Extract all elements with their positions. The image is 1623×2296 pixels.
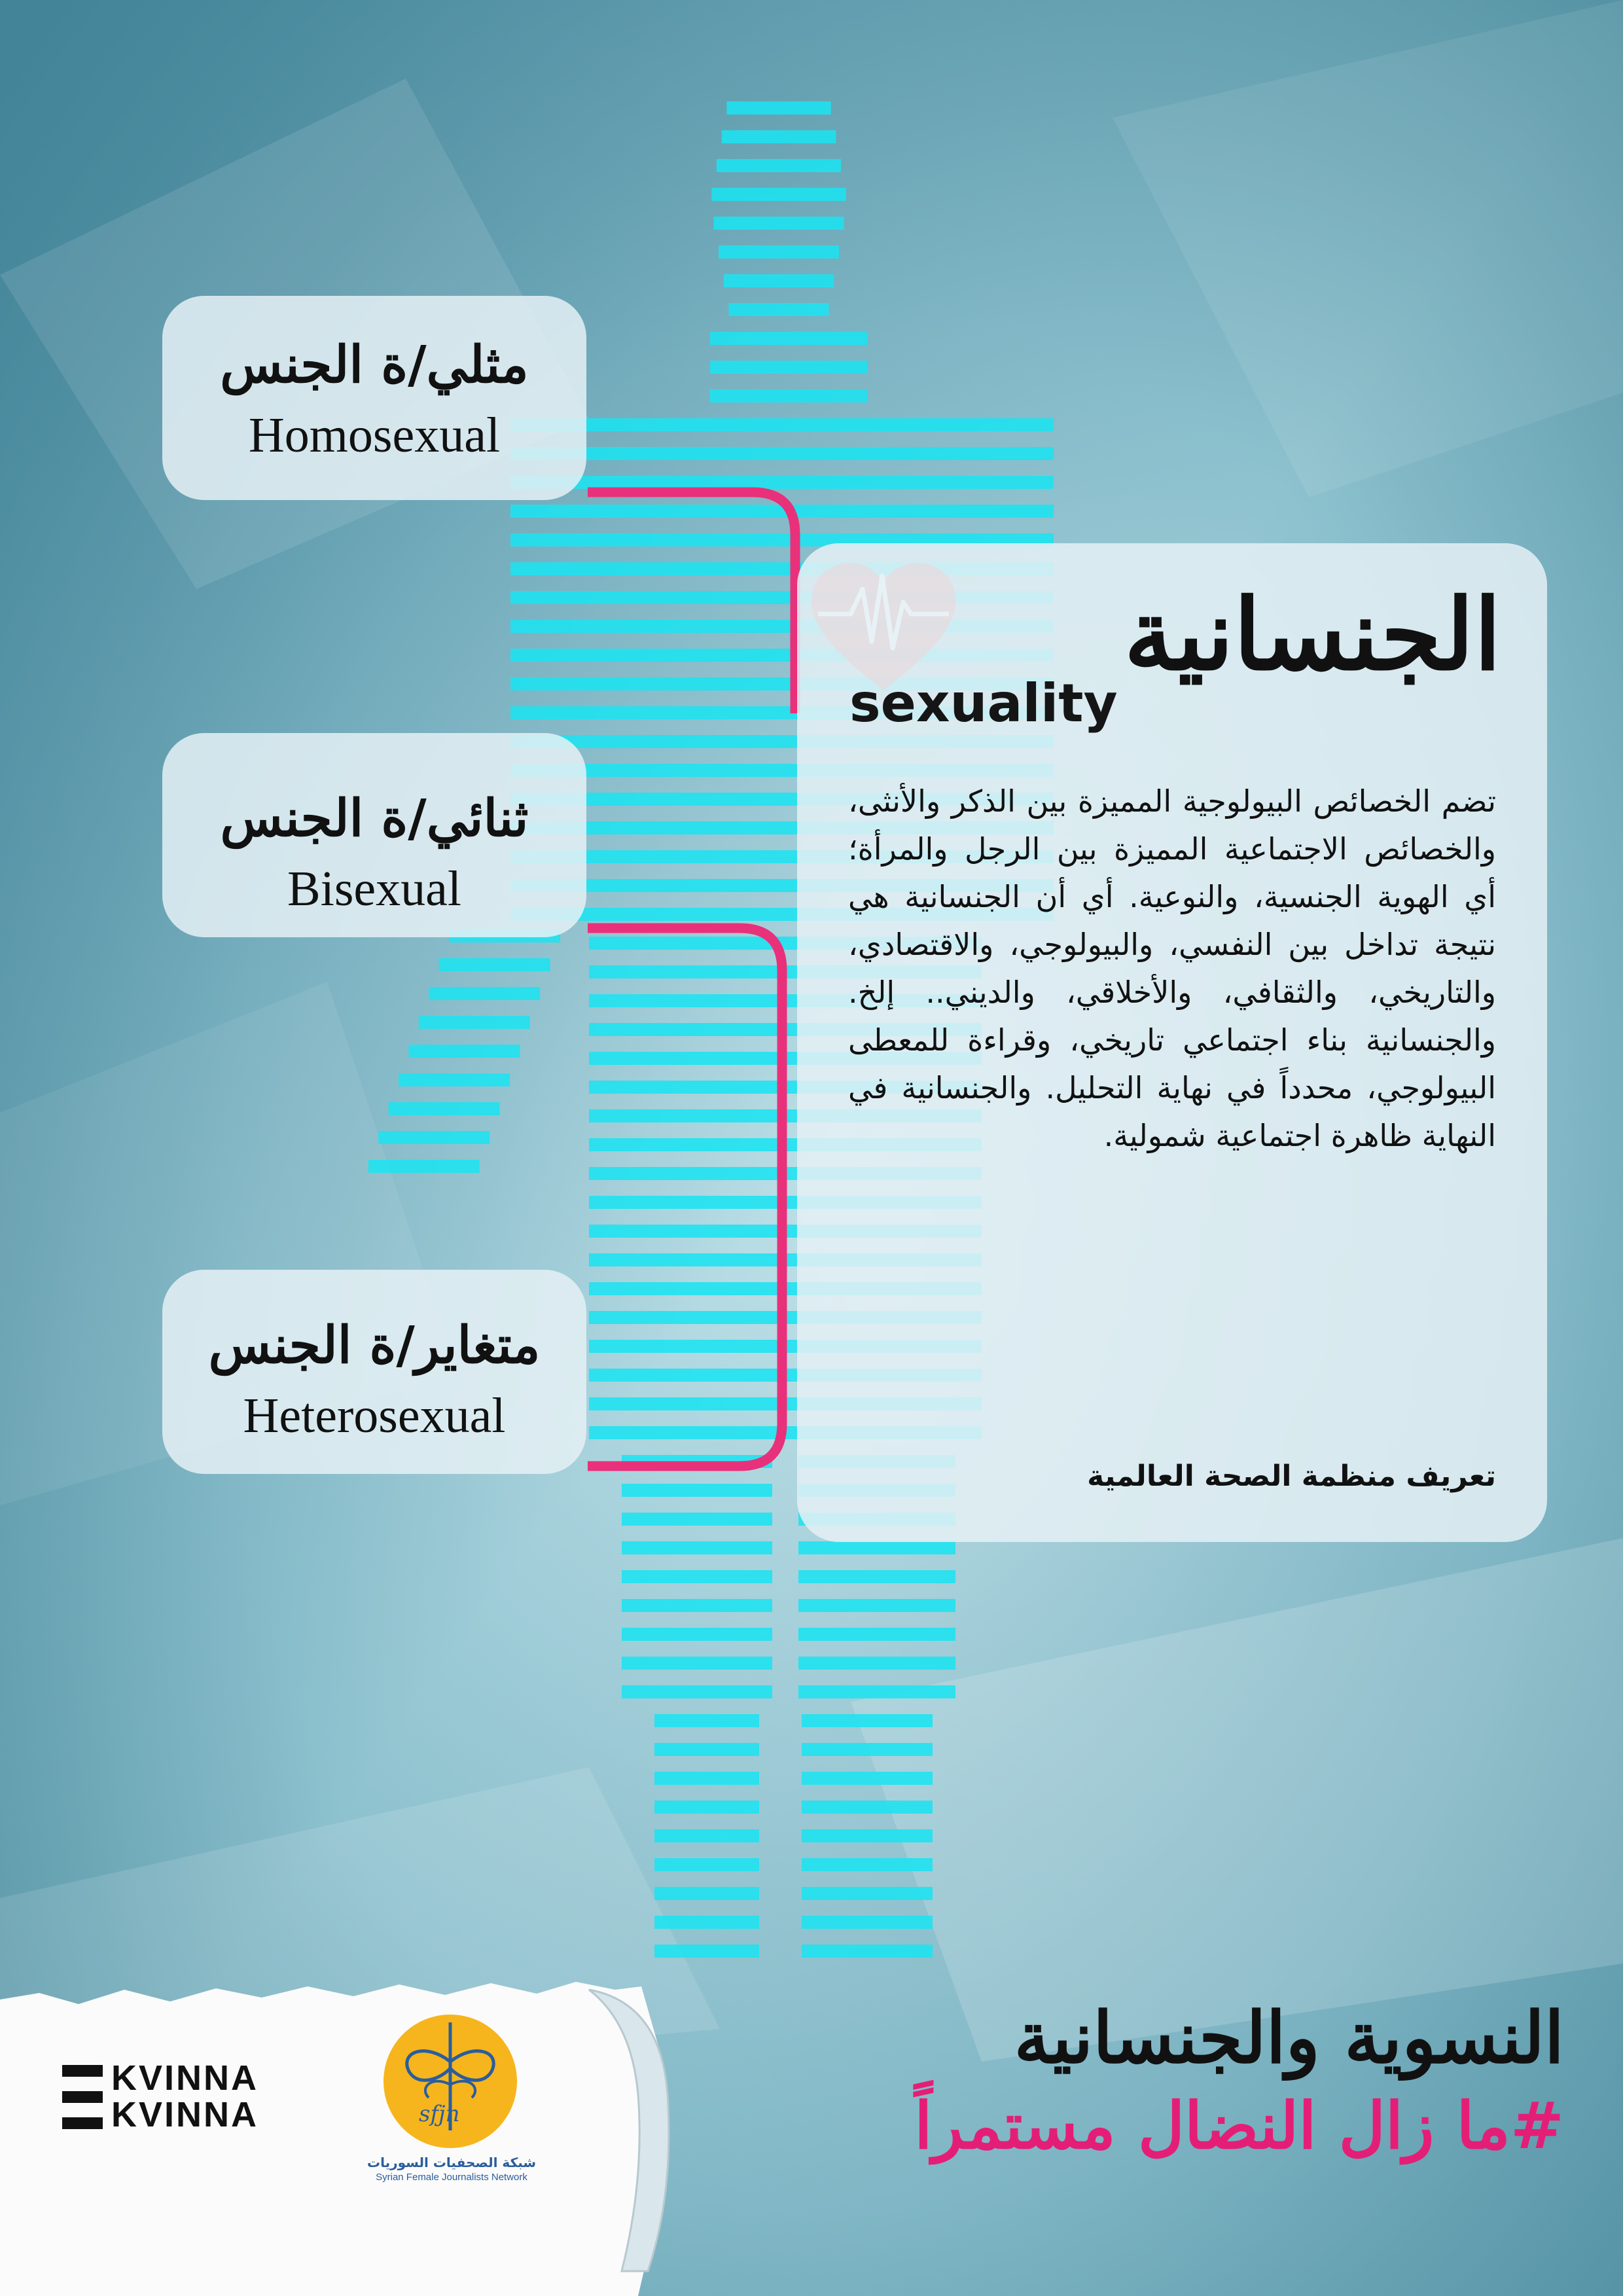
campaign-title: النسوية والجنسانية bbox=[1014, 1997, 1564, 2079]
figure-stripe bbox=[654, 1916, 759, 1929]
figure-stripe bbox=[802, 1858, 933, 1871]
figure-stripe bbox=[717, 159, 841, 172]
label-en: Bisexual bbox=[287, 861, 461, 916]
definition-title-ar: الجنسانية bbox=[1124, 577, 1501, 692]
torn-paper-strip bbox=[0, 1982, 661, 2296]
figure-stripe bbox=[429, 987, 540, 1000]
figure-stripe bbox=[510, 476, 1054, 489]
figure-stripe bbox=[439, 958, 550, 971]
figure-stripe bbox=[726, 101, 830, 115]
figure-stripe bbox=[622, 1541, 772, 1554]
figure-stripe bbox=[622, 1599, 772, 1612]
definition-card bbox=[797, 543, 1547, 1542]
figure-stripe bbox=[722, 130, 836, 143]
sfjn-name-en: Syrian Female Journalists Network bbox=[376, 2172, 527, 2183]
sfjn-logo-mark bbox=[383, 2015, 517, 2148]
figure-stripe bbox=[654, 1714, 759, 1727]
kvinna-logo-mark bbox=[62, 2065, 103, 2129]
figure-stripe bbox=[713, 217, 844, 230]
label-card-homosexual bbox=[162, 296, 586, 500]
figure-stripe bbox=[802, 1916, 933, 1929]
figure-stripe bbox=[419, 1016, 530, 1029]
kvinna-logo-line1: KVINNA bbox=[111, 2058, 259, 2098]
figure-stripe bbox=[654, 1829, 759, 1842]
figure-stripe bbox=[622, 1657, 772, 1670]
kvinna-logo-line2: KVINNA bbox=[111, 2095, 259, 2134]
figure-stripe bbox=[719, 245, 839, 259]
figure-stripe bbox=[710, 332, 867, 345]
figure-stripe bbox=[802, 1887, 933, 1900]
figure-stripe bbox=[798, 1628, 955, 1641]
figure-stripe bbox=[654, 1858, 759, 1871]
figure-stripe bbox=[654, 1887, 759, 1900]
label-en: Homosexual bbox=[248, 408, 501, 463]
figure-stripe bbox=[802, 1801, 933, 1814]
label-card-heterosexual bbox=[162, 1270, 586, 1474]
figure-stripe bbox=[802, 1714, 933, 1727]
figure-stripe bbox=[710, 361, 867, 374]
figure-stripe bbox=[654, 1945, 759, 1958]
figure-stripe bbox=[510, 418, 1054, 431]
definition-source: تعريف منظمة الصحة العالمية bbox=[1087, 1460, 1496, 1493]
figure-stripe bbox=[510, 447, 1054, 460]
figure-stripe bbox=[729, 303, 829, 316]
figure-stripe bbox=[724, 274, 834, 287]
figure-stripe bbox=[798, 1599, 955, 1612]
campaign-hashtag: #ما زال النضال مستمراً bbox=[914, 2089, 1564, 2164]
figure-stripe bbox=[710, 389, 867, 403]
figure-stripe bbox=[622, 1513, 772, 1526]
figure-stripe bbox=[798, 1657, 955, 1670]
label-ar: مثلي/ة الجنس bbox=[220, 335, 529, 395]
label-ar: ثنائي/ة الجنس bbox=[220, 789, 529, 848]
figure-stripe bbox=[622, 1628, 772, 1641]
figure-stripe bbox=[622, 1685, 772, 1698]
label-en: Heterosexual bbox=[243, 1388, 506, 1443]
figure-stripe bbox=[798, 1685, 955, 1698]
figure-stripe bbox=[622, 1484, 772, 1497]
sfjn-name-ar: شبكة الصحفيات السوريات bbox=[366, 2155, 537, 2170]
figure-stripe bbox=[802, 1743, 933, 1756]
figure-stripe bbox=[408, 1045, 520, 1058]
label-card-bisexual bbox=[162, 733, 586, 937]
figure-stripe bbox=[798, 1570, 955, 1583]
label-ar: متغاير/ة الجنس bbox=[208, 1316, 541, 1375]
figure-stripe bbox=[802, 1772, 933, 1785]
figure-stripe bbox=[654, 1801, 759, 1814]
figure-stripe bbox=[399, 1073, 510, 1086]
definition-body: تضم الخصائص البيولوجية المميزة بين الذكر والأنثى، والخصائص الاجتماعية المميزة بين الرجل والمرأة؛ أي الهوية الجنسية، والنوعية. أي أن الجنسانية هي نتيجة تداخل بين النفسي، والبيولوجي، والاقتصادي، والتاريخي، والثقافي، والأخلاقي، والديني.. إلخ. والجنسانية بناء اجتماعي تاريخي، وقراءة للمعطى البيولوجي، محدداً في نهاية التحليل. والجنسانية في النهاية ظاهرة اجتماعية شمولية. bbox=[848, 783, 1496, 1153]
figure-stripe bbox=[802, 1829, 933, 1842]
figure-stripe bbox=[654, 1743, 759, 1756]
figure-stripe bbox=[654, 1772, 759, 1785]
figure-stripe bbox=[622, 1570, 772, 1583]
figure-stripe bbox=[711, 188, 846, 201]
figure-stripe bbox=[368, 1160, 480, 1173]
figure-stripe bbox=[798, 1541, 955, 1554]
definition-title-en: sexuality bbox=[849, 673, 1118, 734]
figure-stripe bbox=[378, 1131, 490, 1144]
figure-stripe bbox=[802, 1945, 933, 1958]
sfjn-logo-mark-text: sfjn bbox=[419, 2101, 460, 2127]
figure-stripe bbox=[389, 1102, 500, 1115]
